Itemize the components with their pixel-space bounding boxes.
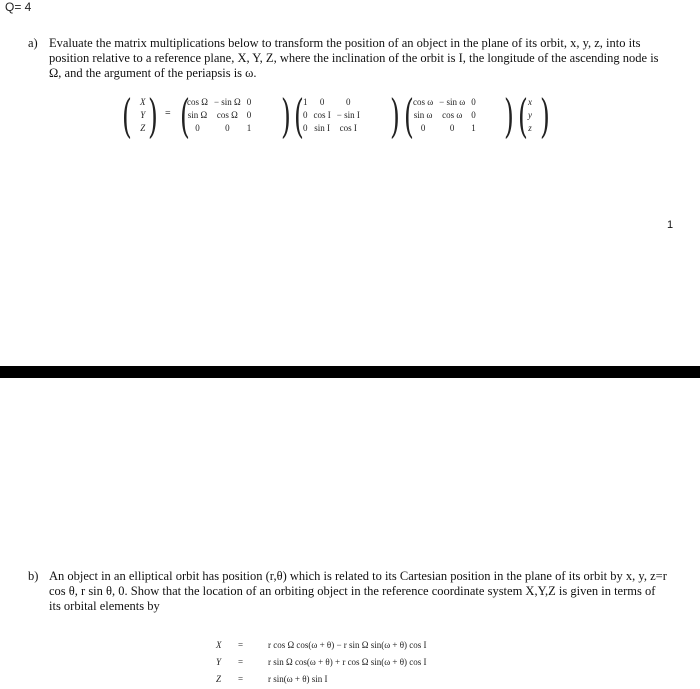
lhs-Y: Y	[140, 110, 146, 120]
matrix-cell: 0	[346, 97, 351, 107]
rhs-vector	[528, 96, 532, 135]
equation-lhs: Y	[216, 657, 222, 667]
rotation-matrix-periapsis	[410, 96, 479, 135]
page-number: 1	[667, 219, 674, 231]
part-b-text: An object in an elliptical orbit has position (r,θ) which is related to its Cartesian position in the plane of its orbit by x, y, z=r cos θ, r sin θ, 0. Show that the location of an orbiting object in the reference coordinate system X,Y,Z is given in terms of its orbital elements by	[49, 569, 667, 613]
matrix-cell: sin ω	[413, 110, 433, 120]
right-paren: )	[504, 89, 514, 143]
equation-lhs: X	[216, 640, 222, 650]
matrix-cell: cos ω	[442, 110, 463, 120]
matrix-cell: 0	[246, 97, 252, 107]
equation-lhs: Z	[216, 674, 222, 684]
matrix-cell: 0	[195, 123, 200, 133]
right-paren: )	[540, 89, 550, 143]
part-a-text: Evaluate the matrix multiplications below to transform the position of an object in the plane of its orbit, x, y, z, into its position relative to a reference plane, X, Y, Z, where the inclination of the orbit is I, the longitude of the ascending node is Ω, and the argument of the periapsis is ω.	[49, 36, 659, 80]
matrix-cell: 0	[449, 123, 455, 133]
rotation-matrix-inclination	[300, 96, 363, 135]
matrix-cell: 0	[471, 110, 476, 120]
left-paren: (	[404, 89, 414, 143]
matrix-cell: 1	[303, 97, 308, 107]
matrix-cell: 1	[471, 123, 476, 133]
equation-relation: =	[238, 657, 244, 667]
equation-row	[216, 655, 427, 670]
rotation-matrix-omega-node	[184, 96, 254, 135]
matrix-cell: cos I	[339, 123, 357, 133]
rhs-y: y	[528, 110, 532, 120]
equation-rhs: r cos Ω cos(ω + θ) − r sin Ω sin(ω + θ) cos I	[268, 640, 427, 650]
matrix-cell: 0	[319, 97, 325, 107]
lhs-Z: Z	[140, 123, 146, 133]
matrix-cell: 0	[420, 123, 426, 133]
left-paren: (	[122, 89, 132, 143]
question-number: Q= 4	[5, 0, 32, 14]
equation-row	[216, 638, 427, 653]
matrix-cell: cos Ω	[187, 97, 208, 107]
left-paren: (	[518, 89, 528, 143]
matrix-cell: cos Ω	[216, 110, 238, 120]
lhs-X: X	[140, 97, 146, 107]
matrix-cell: cos I	[313, 110, 331, 120]
matrix-cell: − sin Ω	[213, 97, 241, 107]
matrix-cell: sin Ω	[187, 110, 208, 120]
right-paren: )	[390, 89, 400, 143]
part-a-label: a)	[28, 36, 38, 50]
matrix-cell: 1	[246, 123, 252, 133]
matrix-cell: 0	[246, 110, 252, 120]
equation-relation: =	[238, 640, 244, 650]
rhs-z: z	[528, 123, 532, 133]
equals-sign: =	[165, 108, 171, 119]
result-equations	[214, 636, 429, 689]
equation-rhs: r sin(ω + θ) sin I	[268, 674, 328, 684]
matrix-cell: − sin I	[336, 110, 360, 120]
part-b-label: b)	[28, 569, 39, 583]
equation-relation: =	[238, 674, 244, 684]
matrix-cell: sin I	[314, 123, 330, 133]
equation-row	[216, 672, 427, 687]
right-paren: )	[281, 89, 291, 143]
right-paren: )	[148, 89, 158, 143]
matrix-cell: 0	[225, 123, 230, 133]
rhs-x: x	[528, 97, 532, 107]
matrix-cell: 0	[303, 110, 308, 120]
lhs-vector	[140, 96, 146, 135]
page-divider	[0, 366, 700, 378]
matrix-cell: − sin ω	[439, 97, 466, 107]
matrix-cell: cos ω	[413, 97, 434, 107]
equation-rhs: r sin Ω cos(ω + θ) + r cos Ω sin(ω + θ) cos I	[268, 657, 427, 667]
matrix-cell: 0	[471, 97, 476, 107]
matrix-cell: 0	[303, 123, 308, 133]
left-paren: (	[180, 89, 190, 143]
left-paren: (	[294, 89, 304, 143]
